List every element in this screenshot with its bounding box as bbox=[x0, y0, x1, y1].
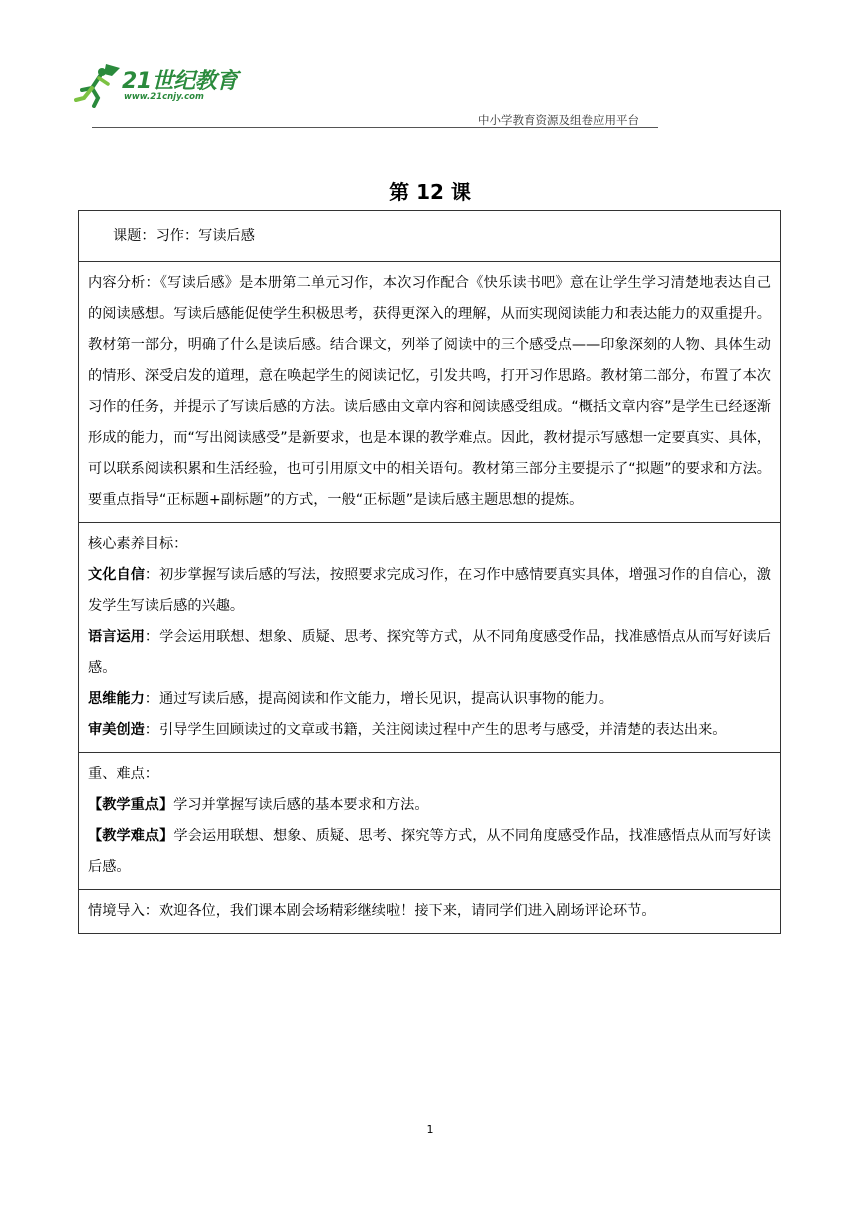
goal-text: ：初步掌握写读后感的写法，按照要求完成习作，在习作中感情要真实具体，增强习作的自信心，激发学生写读后感的兴趣。 bbox=[88, 567, 771, 614]
lesson-title: 第 12 课 bbox=[389, 180, 471, 204]
goal-text: ：引导学生回顾读过的文章或书籍，关注阅读过程中产生的思考与感受，并清楚的表达出来。 bbox=[144, 722, 727, 738]
core-goals-cell bbox=[79, 523, 781, 753]
goal-item bbox=[88, 684, 771, 715]
goal-item bbox=[88, 560, 771, 622]
runner-icon bbox=[72, 62, 122, 108]
key-points-heading: 重、难点： bbox=[88, 766, 159, 782]
topic-cell: 课题：习作：写读后感 bbox=[79, 211, 781, 262]
logo-url: www.21cnjy.com bbox=[124, 92, 204, 102]
header-tagline: 中小学教育资源及组卷应用平台 bbox=[478, 113, 639, 127]
key-point-label: 【教学难点】 bbox=[88, 828, 174, 844]
logo-text: 21世纪教育 bbox=[122, 69, 238, 94]
goal-item bbox=[88, 715, 771, 746]
table-row bbox=[79, 890, 781, 934]
key-point-item bbox=[88, 790, 771, 821]
key-point-text: 学习并掌握写读后感的基本要求和方法。 bbox=[173, 797, 429, 813]
intro-cell: 情境导入：欢迎各位，我们课本剧会场精彩继续啦！接下来，请同学们进入剧场评论环节。 bbox=[79, 890, 781, 934]
table-row bbox=[79, 523, 781, 753]
goal-text: ：学会运用联想、想象、质疑、思考、探究等方式，从不同角度感受作品，找准感悟点从而写好读后感。 bbox=[88, 629, 771, 676]
table-row bbox=[79, 211, 781, 262]
key-point-text: 学会运用联想、想象、质疑、思考、探究等方式，从不同角度感受作品，找准感悟点从而写好读后感。 bbox=[88, 828, 771, 875]
goal-item bbox=[88, 622, 771, 684]
key-point-label: 【教学重点】 bbox=[88, 797, 174, 813]
key-points-cell bbox=[79, 753, 781, 890]
goal-label: 审美创造 bbox=[88, 722, 145, 738]
goal-text: ：通过写读后感，提高阅读和作文能力，增长见识，提高认识事物的能力。 bbox=[144, 691, 613, 707]
key-point-item bbox=[88, 821, 771, 883]
goal-label: 思维能力 bbox=[88, 691, 145, 707]
page-number: 1 bbox=[426, 1123, 434, 1136]
lesson-table bbox=[78, 210, 781, 934]
header-divider bbox=[92, 127, 658, 128]
core-goals-heading: 核心素养目标： bbox=[88, 536, 188, 552]
logo bbox=[72, 62, 242, 108]
table-row bbox=[79, 753, 781, 890]
table-row bbox=[79, 262, 781, 523]
goal-label: 语言运用 bbox=[88, 629, 145, 645]
content-analysis-cell: 内容分析：《写读后感》是本册第二单元习作，本次习作配合《快乐读书吧》意在让学生学习清楚地表达自己的阅读感想。写读后感能促使学生积极思考，获得更深入的理解，从而实现阅读能力和表达能力的双重提升。教材第一部分，明确了什么是读后感。结合课文，列举了阅读中的三个感受点——印象深刻的人物、具体生动的情形、深受启发的道理，意在唤起学生的阅读记忆，引发共鸣，打开习作思路。教材第二部分，布置了本次习作的任务，并提示了写读后感的方法。读后感由文章内容和阅读感受组成。“概括文章内容”是学生已经逐渐形成的能力，而“写出阅读感受”是新要求，也是本课的教学难点。因此，教材提示写感想一定要真实、具体，可以联系阅读积累和生活经验，也可引用原文中的相关语句。教材第三部分主要提示了“拟题”的要求和方法。要重点指导“正标题+副标题”的方式，一般“正标题”是读后感主题思想的提炼。 bbox=[79, 262, 781, 523]
goal-label: 文化自信 bbox=[88, 567, 145, 583]
